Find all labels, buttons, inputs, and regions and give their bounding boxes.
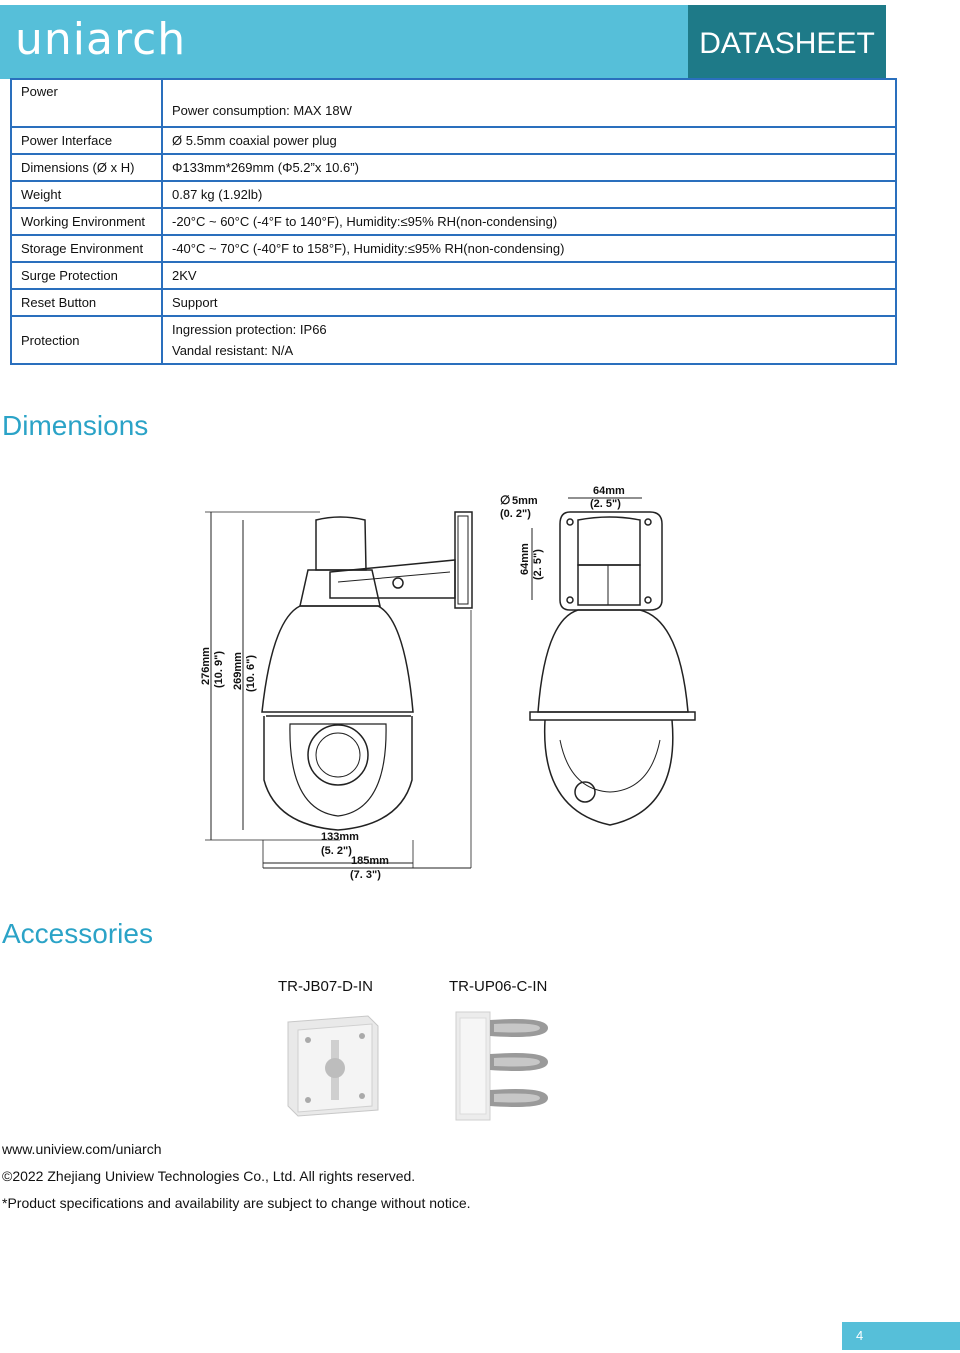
dim-width-body: 133mm	[321, 831, 359, 843]
dim-hole: 5mm	[512, 495, 538, 507]
specs-table	[10, 78, 897, 365]
spec-value: Power consumption: MAX 18W	[162, 79, 896, 127]
table-row	[11, 235, 896, 262]
footer-notice: *Product specifications and availability are subject to change without notice.	[2, 1195, 471, 1211]
datasheet-label: DATASHEET	[699, 27, 875, 60]
spec-key: Weight	[11, 181, 162, 208]
dim-plate-height: 64mm	[519, 543, 531, 575]
spec-value: -40°C ~ 70°C (-40°F to 158°F), Humidity:≤95% RH(non-condensing)	[162, 235, 896, 262]
table-row	[11, 289, 896, 316]
spec-key: Storage Environment	[11, 235, 162, 262]
table-row	[11, 181, 896, 208]
table-row	[11, 262, 896, 289]
spec-value-line: Ingression protection: IP66	[172, 322, 327, 337]
junction-box-image	[280, 1010, 390, 1120]
spec-value: 2KV	[162, 262, 896, 289]
dim-hole-in: (0. 2")	[500, 508, 531, 520]
accessories-title: Accessories	[2, 918, 153, 949]
spec-key: Dimensions (Ø x H)	[11, 154, 162, 181]
table-row	[11, 154, 896, 181]
spec-value: Ø 5.5mm coaxial power plug	[162, 127, 896, 154]
spec-value: 0.87 kg (1.92lb)	[162, 181, 896, 208]
camera-dimension-drawing	[0, 420, 960, 890]
spec-key: Working Environment	[11, 208, 162, 235]
dim-height-total: 276mm	[200, 647, 212, 685]
dim-height-total-in: (10. 9")	[213, 650, 225, 688]
dim-width-body-in: (5. 2")	[321, 845, 352, 857]
table-row	[11, 316, 896, 364]
diameter-icon: ∅	[500, 493, 511, 507]
dim-plate-width: 64mm	[593, 485, 625, 497]
dim-plate-width-in: (2. 5")	[590, 498, 621, 510]
spec-key: Power	[11, 79, 162, 127]
spec-key: Protection	[11, 316, 162, 364]
table-row	[11, 208, 896, 235]
pole-mount-image	[450, 1006, 560, 1126]
table-row	[11, 127, 896, 154]
spec-key: Surge Protection	[11, 262, 162, 289]
dim-plate-height-in: (2. 5")	[532, 549, 544, 580]
spec-value: Support	[162, 289, 896, 316]
dim-width-total-in: (7. 3")	[350, 869, 381, 881]
spec-value	[162, 316, 896, 364]
table-row	[11, 79, 896, 127]
dim-height-body: 269mm	[232, 652, 244, 690]
spec-key: Reset Button	[11, 289, 162, 316]
spec-key: Power Interface	[11, 127, 162, 154]
uniarch-logo: uniarch	[15, 14, 187, 65]
dimensions-title: Dimensions	[2, 410, 149, 441]
page-number: 4	[842, 1322, 960, 1350]
spec-value: Φ133mm*269mm (Φ5.2”x 10.6”)	[162, 154, 896, 181]
dim-height-body-in: (10. 6")	[245, 654, 257, 692]
spec-value-line: Vandal resistant: N/A	[172, 343, 294, 358]
spec-value: -20°C ~ 60°C (-4°F to 140°F), Humidity:≤95% RH(non-condensing)	[162, 208, 896, 235]
accessory-name: TR-UP06-C-IN	[449, 978, 548, 995]
accessory-name: TR-JB07-D-IN	[278, 978, 374, 995]
footer-copyright: ©2022 Zhejiang Uniview Technologies Co., Ltd. All rights reserved.	[2, 1168, 416, 1184]
footer-url[interactable]: www.uniview.com/uniarch	[2, 1141, 162, 1157]
dim-width-total: 185mm	[351, 855, 389, 867]
